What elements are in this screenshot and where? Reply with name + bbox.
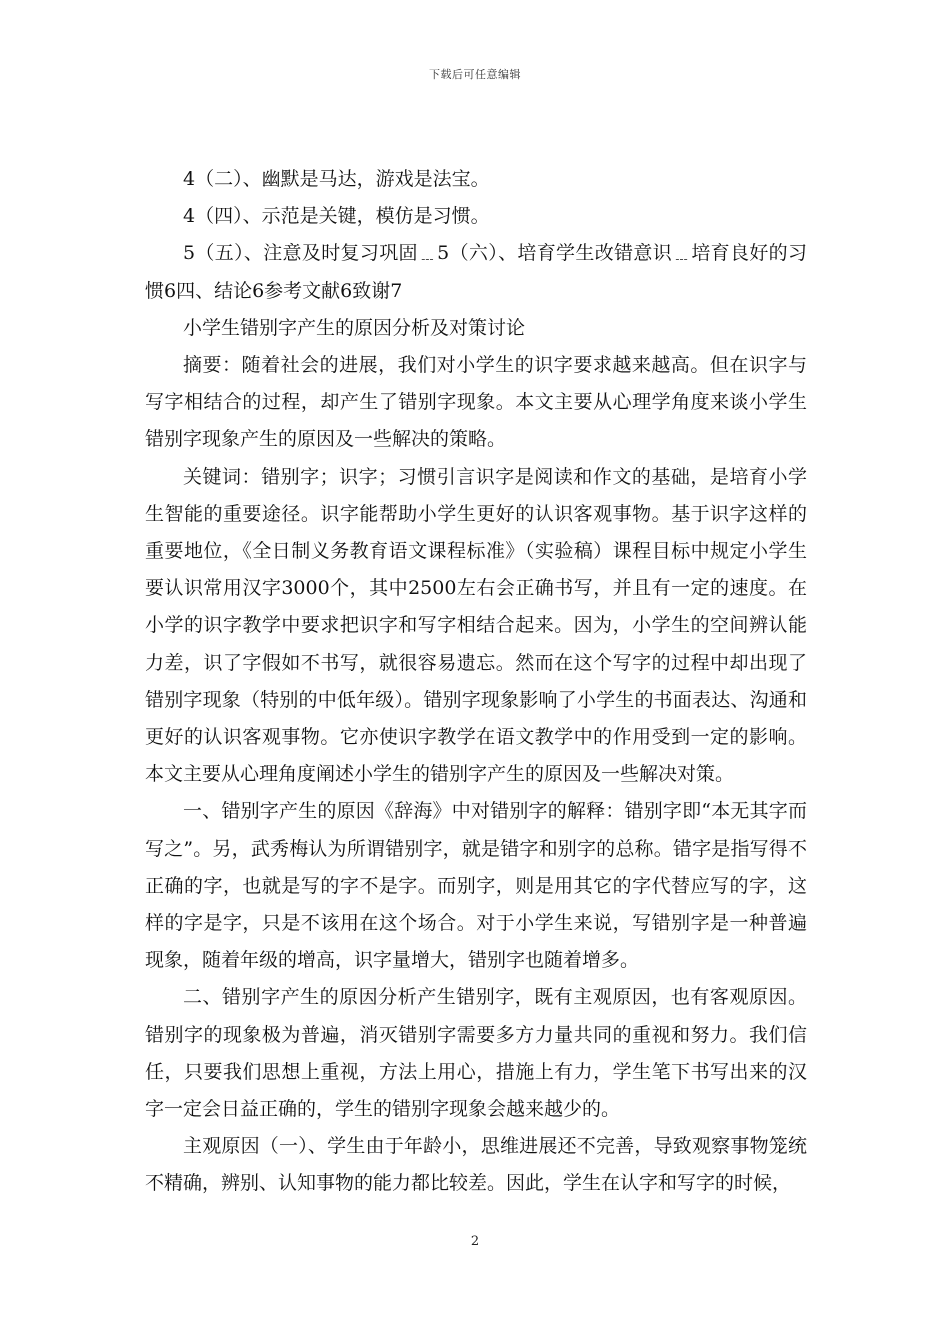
keywords-intro-paragraph: 关键词：错别字；识字；习惯引言识字是阅读和作文的基础，是培育小学生智能的重要途径。识字能帮助小学生更好的认识客观事物。基于识字这样的重要地位，《全日制义务教育语文课程标准》（实验稿）课程目标中规定小学生要认识常用汉字3000个，其中2500左右会正确书写，并且有一定的速度。在小学的识字教学中要求把识字和写字相结合起来。因为，小学生的空间辨认能力差，识了字假如不书写，就很容易遗忘。然而在这个写字的过程中却出现了错别字现象（特别的中低年级）。错别字现象影响了小学生的书面表达、沟通和更好的认识客观事物。它亦使识字教学在语文教学中的作用受到一定的影响。本文主要从心理角度阐述小学生的错别字产生的原因及一些解决对策。 — [145, 465, 807, 786]
article-title: 小学生错别字产生的原因分析及对策讨论 — [183, 316, 526, 339]
subjective-causes-paragraph: 主观原因（一）、学生由于年龄小，思维进展还不完善，导致观察事物笼统不精确，辨别、认知事物的能力都比较差。因此，学生在认字和写字的时候， — [145, 1135, 807, 1195]
section-two-paragraph: 二、错别字产生的原因分析产生错别字，既有主观原因，也有客观原因。错别字的现象极为普遍，消灭错别字需要多方力量共同的重视和努力。我们信任，只要我们思想上重视，方法上用心，措施上有力，学生笔下书写出来的汉字一定会日益正确的，学生的错别字现象会越来越少的。 — [145, 986, 807, 1121]
page-number: 2 — [470, 1234, 480, 1249]
document-body — [145, 161, 807, 1203]
toc-line: 4（四）、示范是关键，模仿是习惯。 — [183, 205, 490, 228]
toc-line: 4（二）、幽默是马达，游戏是法宝。 — [183, 168, 490, 190]
page-header: 下载后可任意编辑 — [429, 68, 521, 81]
toc-line: 5（五）、注意及时复习巩固﹍5（六）、培育学生改错意识﹍培育良好的习惯6四、结论6参考文献6致谢7 — [145, 242, 807, 302]
abstract-paragraph: 摘要：随着社会的进展，我们对小学生的识字要求越来越高。但在识字与写字相结合的过程，却产生了错别字现象。本文主要从心理学角度来谈小学生错别字现象产生的原因及一些解决的策略。 — [145, 354, 807, 451]
section-one-paragraph: 一、错别字产生的原因《辞海》中对错别字的解释：错别字即“本无其字而写之”。另，武秀梅认为所谓错别字，就是错字和别字的总称。错字是指写得不正确的字，也就是写的字不是字。而别字，则是用其它的字代替应写的字，这样的字是字，只是不该用在这个场合。对于小学生来说，写错别字是一种普遍现象，随着年级的增高，识字量增大，错别字也随着增多。 — [145, 800, 807, 972]
